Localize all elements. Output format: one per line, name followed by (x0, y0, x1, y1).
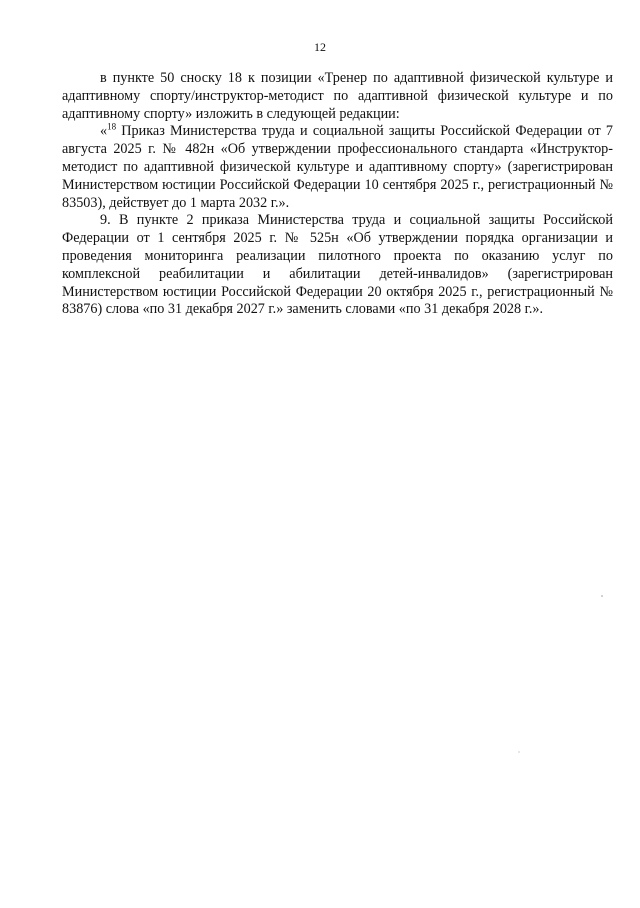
scan-speck (518, 751, 519, 752)
footnote-marker: 18 (107, 121, 117, 132)
quote-open: « (100, 123, 108, 140)
scan-speck (601, 595, 603, 597)
page-number: 12 (314, 40, 326, 54)
paragraph-text: 9. В пункте 2 приказа Министерства труда и социальной защиты Российской Федерации от 1 сентября 2025 г. № 525н «Об утверждении порядка организации и проведения мониторинга реализации пилотного проекта по оказанию услуг по комплексной реабилитации и абилитации детей-инвалидов» (зарегистрирован Министерством юстиции Российской Федерации 20 октября 2025 г., регистрационный № 83876) слова «по 31 декабря 2027 г.» заменить словами «по 31 декабря 2028 г.». (62, 212, 613, 318)
paragraph-text: Приказ Министерства труда и социальной защиты Российской Федерации от 7 августа 2025 г. № 482н «Об утверждении профессионального стандарта «Инструктор-методист по адаптивной физической культуре и адаптивному спорту» (зарегистрирован Министерством юстиции Российской Федерации 10 сентября 2025 г., регистрационный № 83503), действует до 1 марта 2032 г.». (62, 123, 613, 211)
paragraph-text: в пункте 50 сноску 18 к позиции «Тренер по адаптивной физической культуре и адаптивному спорту/инструктор-методист по адаптивной физической культуре и по адаптивному спорту» изложить в следующей редакции: (62, 70, 613, 122)
